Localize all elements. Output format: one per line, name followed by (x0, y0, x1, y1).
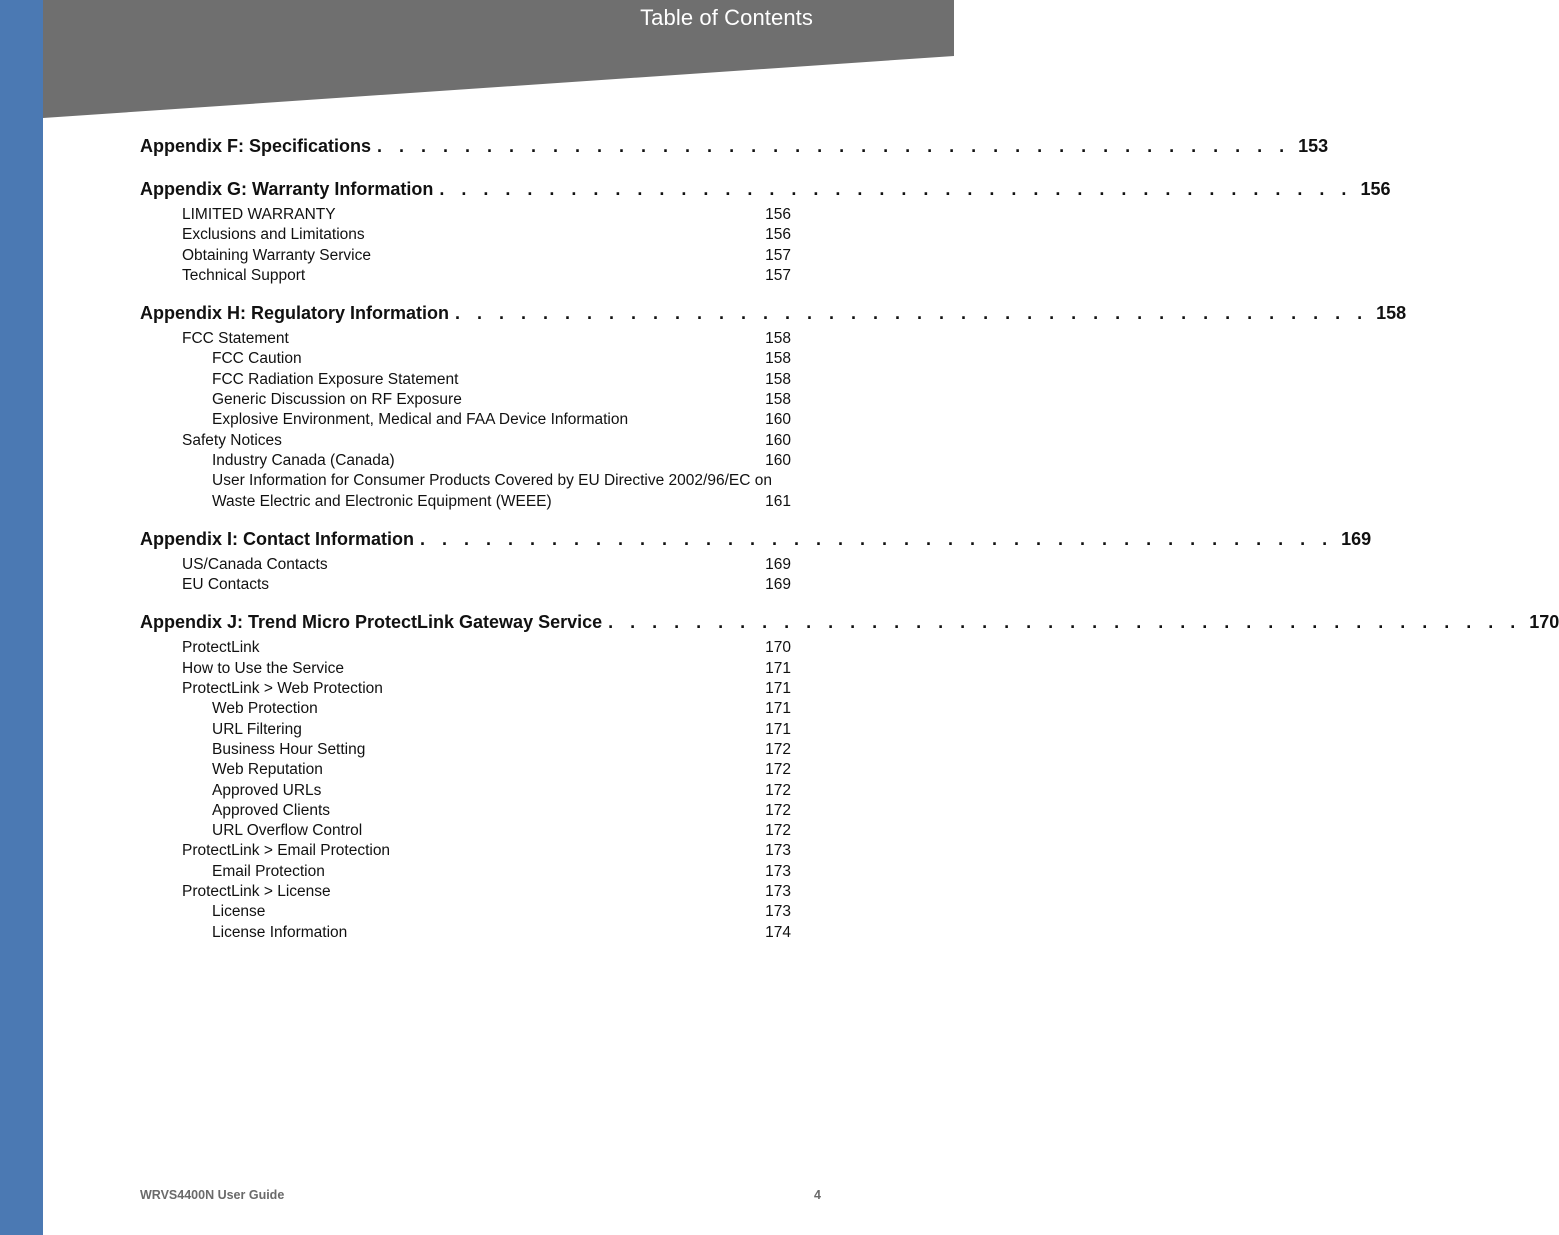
entry-title: ProtectLink (182, 639, 260, 657)
toc-entry[interactable] (140, 821, 791, 841)
toc-section (140, 131, 1329, 162)
entry-title: Industry Canada (Canada) (212, 451, 395, 469)
toc-entry[interactable] (140, 410, 791, 430)
entry-page-number: 171 (765, 700, 791, 718)
entry-title: US/Canada Contacts (182, 555, 328, 573)
entry-page-number: 158 (765, 370, 791, 388)
dot-leader: . . . . . . . . . . . . . . . . . . . . . . . . . . . . . . . . . . . . . . . . . . (377, 136, 1291, 156)
toc-entry[interactable] (140, 781, 791, 801)
toc-entry[interactable] (140, 266, 791, 286)
dot-leader: . . . . . . . . . . . . . . . . . . . . . . . . . . . . . . . . . . . . . . . . . . (608, 612, 1522, 633)
section-title: Appendix I: Contact Information (140, 528, 414, 549)
entry-title: EU Contacts (182, 576, 270, 594)
toc-entry[interactable] (140, 841, 791, 861)
entry-page-number: 158 (765, 391, 791, 409)
entry-page-number: 160 (765, 451, 791, 469)
footer-guide-name: WRVS4400N User Guide (140, 1188, 285, 1202)
entry-title: User Information for Consumer Products Covered by EU Directive 2002/96/EC on (212, 472, 772, 490)
toc-entry[interactable] (140, 638, 791, 658)
toc-entry[interactable] (140, 740, 791, 760)
entry-title: ProtectLink > Web Protection (182, 680, 383, 698)
toc-section (140, 298, 1407, 512)
toc-entry[interactable] (140, 699, 791, 719)
entry-page-number: 158 (765, 350, 791, 368)
entry-title: Approved URLs (212, 781, 322, 799)
entry-page-number: 170 (765, 639, 791, 657)
toc-entry[interactable] (140, 451, 791, 471)
toc-entry[interactable] (140, 225, 791, 245)
entry-page-number: 161 (765, 492, 791, 510)
entry-title: Waste Electric and Electronic Equipment (WEEE) (212, 492, 552, 510)
entry-title: Obtaining Warranty Service (182, 246, 371, 264)
toc-entry[interactable] (140, 882, 791, 902)
entry-title: Safety Notices (182, 431, 282, 449)
entry-page-number: 173 (765, 842, 791, 860)
entry-title: FCC Statement (182, 330, 289, 348)
entry-title: LIMITED WARRANTY (182, 206, 336, 223)
entry-page-number: 158 (765, 330, 791, 348)
section-page-number: 170 (1529, 612, 1559, 633)
entry-title: FCC Radiation Exposure Statement (212, 370, 459, 388)
entry-title: Web Protection (212, 700, 318, 718)
entry-page-number: 169 (765, 576, 791, 594)
toc-section-heading[interactable] (140, 607, 1559, 638)
entry-title: Explosive Environment, Medical and FAA Device Information (212, 411, 629, 429)
entry-title: Generic Discussion on RF Exposure (212, 391, 462, 409)
section-page-number: 169 (1341, 528, 1372, 549)
entry-title: Web Reputation (212, 761, 323, 779)
toc-entry[interactable] (140, 370, 791, 390)
section-title: Appendix G: Warranty Information (140, 179, 434, 199)
entry-title: Approved Clients (212, 801, 331, 819)
footer-page-number: 4 (814, 1188, 821, 1202)
section-title: Appendix J: Trend Micro ProtectLink Gateway Service (140, 612, 603, 633)
toc-entry[interactable] (140, 923, 791, 943)
entry-page-number: 160 (765, 431, 791, 449)
entry-title: URL Filtering (212, 720, 302, 738)
entry-page-number: 156 (765, 206, 791, 223)
toc-entry[interactable] (140, 246, 791, 266)
toc-section-heading[interactable] (140, 298, 1407, 329)
toc-entry[interactable] (140, 492, 791, 512)
toc-entry[interactable] (140, 471, 791, 491)
dot-leader: . . . . . . . . . . . . . . . . . . . . . . . . . . . . . . . . . . . . . . . . . . (439, 179, 1353, 199)
toc-entry[interactable] (140, 329, 791, 349)
toc-section (140, 174, 1391, 286)
toc-entry[interactable] (140, 390, 791, 410)
toc-entry[interactable] (140, 760, 791, 780)
entry-page-number: 157 (765, 266, 791, 284)
section-page-number: 158 (1376, 303, 1407, 324)
toc-entry[interactable] (140, 679, 791, 699)
entry-page-number: 174 (765, 923, 791, 941)
entry-title: FCC Caution (212, 350, 302, 368)
entry-title: License (212, 903, 266, 921)
sidebar-stripe (0, 0, 43, 1235)
entry-title: License Information (212, 923, 348, 941)
toc-entry[interactable] (140, 431, 791, 451)
entry-title: URL Overflow Control (212, 822, 363, 840)
entry-page-number: 156 (765, 226, 791, 244)
toc-entry[interactable] (140, 862, 791, 882)
toc-entry[interactable] (140, 205, 791, 225)
entry-title: ProtectLink > Email Protection (182, 842, 391, 860)
entry-page-number: 172 (765, 740, 791, 758)
entry-page-number: 171 (765, 720, 791, 738)
toc-entry[interactable] (140, 575, 791, 595)
entry-title: Technical Support (182, 266, 306, 284)
dot-leader: . . . . . . . . . . . . . . . . . . . . . . . . . . . . . . . . . . . . . . . . . . (455, 303, 1369, 324)
toc-entry[interactable] (140, 349, 791, 369)
entry-page-number: 171 (765, 680, 791, 698)
entry-page-number: 173 (765, 862, 791, 880)
table-of-contents (140, 130, 1559, 955)
toc-entry[interactable] (140, 555, 791, 575)
toc-entry[interactable] (140, 902, 791, 922)
page-title: Table of Contents (640, 5, 813, 30)
entry-page-number: 172 (765, 822, 791, 840)
header-band (43, 0, 954, 125)
toc-section-heading[interactable] (140, 174, 1391, 205)
entry-page-number: 160 (765, 411, 791, 429)
entry-page-number: 169 (765, 555, 791, 573)
section-page-number: 153 (1298, 136, 1329, 156)
section-title: Appendix H: Regulatory Information (140, 303, 450, 324)
toc-section-heading[interactable] (140, 131, 1329, 162)
toc-section (140, 607, 1559, 942)
section-title: Appendix F: Specifications (140, 136, 372, 156)
dot-leader: . . . . . . . . . . . . . . . . . . . . . . . . . . . . . . . . . . . . . . . . . . (420, 528, 1334, 549)
entry-title: Email Protection (212, 862, 325, 880)
toc-section (140, 524, 1372, 596)
entry-title: Business Hour Setting (212, 740, 366, 758)
entry-page-number: 172 (765, 781, 791, 799)
section-page-number: 156 (1360, 179, 1391, 199)
entry-page-number: 157 (765, 246, 791, 264)
entry-page-number: 173 (765, 883, 791, 901)
entry-page-number: 172 (765, 761, 791, 779)
toc-entry[interactable] (140, 720, 791, 740)
entry-title: Exclusions and Limitations (182, 226, 365, 244)
entry-page-number: 171 (765, 659, 791, 677)
entry-page-number: 173 (765, 903, 791, 921)
entry-title: ProtectLink > License (182, 883, 331, 901)
entry-title: How to Use the Service (182, 659, 344, 677)
toc-entry[interactable] (140, 801, 791, 821)
entry-page-number: 172 (765, 801, 791, 819)
toc-entry[interactable] (140, 659, 791, 679)
toc-section-heading[interactable] (140, 524, 1372, 555)
